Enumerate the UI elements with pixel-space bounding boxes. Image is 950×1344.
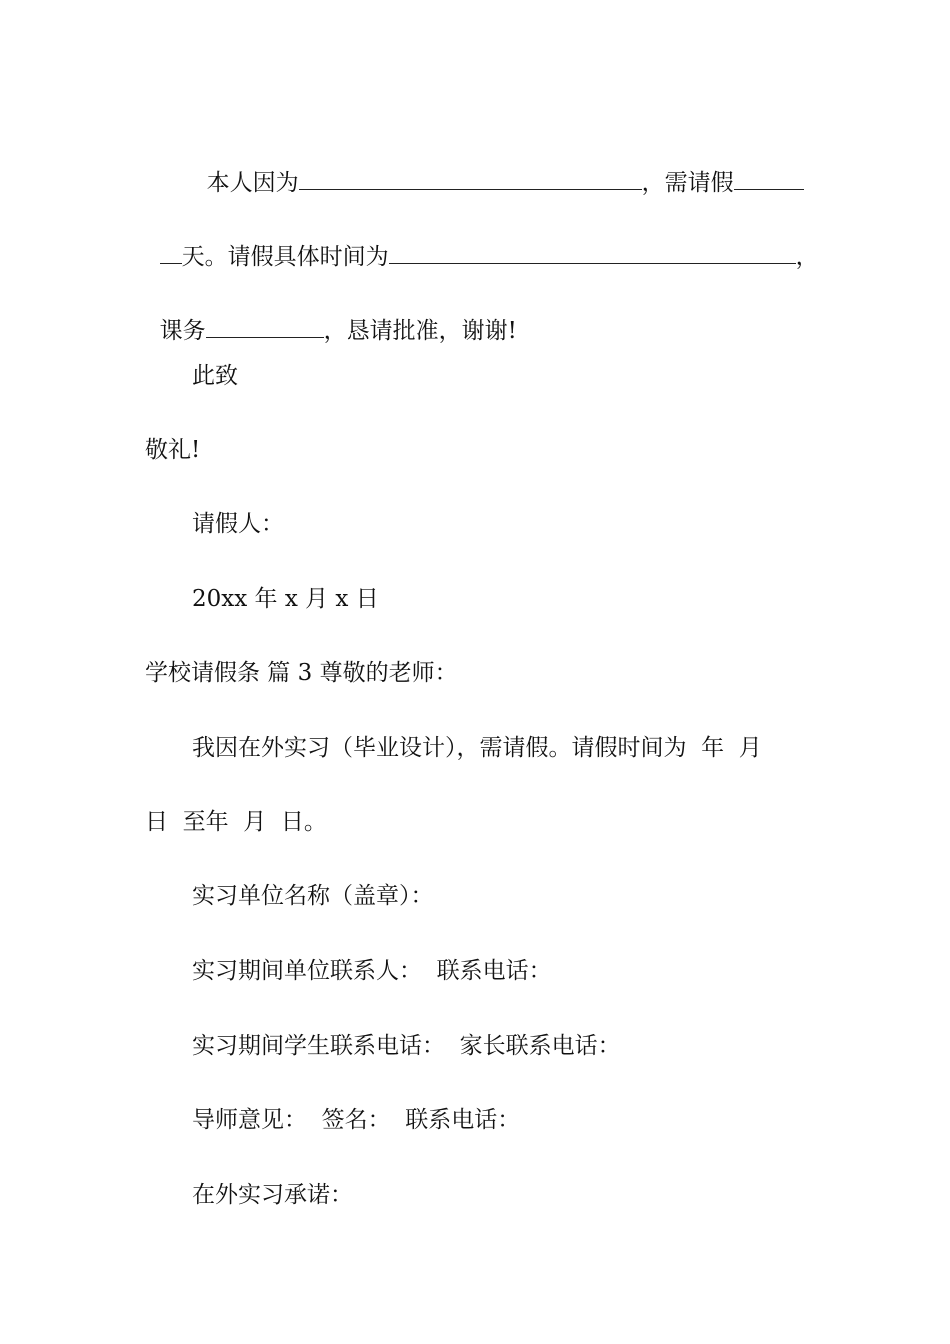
- reason-label: 本人因为: [206, 170, 299, 196]
- section-heading: 学校请假条 篇 3 尊敬的老师：: [145, 660, 458, 686]
- course-blank[interactable]: [206, 317, 324, 338]
- greeting-line-1: 此致: [192, 363, 238, 389]
- leave-period-line: [145, 212, 819, 270]
- internship-leave-line-1: 我因在外实习（毕业设计），需请假。请假时间为 年 月: [192, 735, 762, 761]
- student-contact-field: 实习期间学生联系电话： 家长联系电话：: [192, 1033, 621, 1059]
- leave-days-label: ，需请假: [641, 170, 734, 196]
- course-label: 课务: [159, 318, 206, 344]
- unit-name-field: 实习单位名称（盖章）：: [192, 883, 434, 909]
- leave-period-label: 天。请假具体时间为: [181, 244, 389, 270]
- advisor-opinion-field: 导师意见： 签名： 联系电话：: [192, 1107, 521, 1133]
- leave-days-blank-part1[interactable]: [734, 169, 804, 190]
- course-line: [145, 286, 517, 344]
- internship-promise-field: 在外实习承诺：: [192, 1182, 353, 1208]
- applicant-label: 请假人：: [192, 511, 284, 537]
- date-line: 20xx 年 x 月 x 日: [192, 586, 379, 612]
- request-approval-text: ，恳请批准，谢谢!: [323, 318, 517, 344]
- comma: ，: [795, 244, 819, 270]
- unit-contact-field: 实习期间单位联系人： 联系电话：: [192, 958, 552, 984]
- internship-leave-line-2: 日 至年 月 日。: [145, 809, 327, 835]
- reason-line: [192, 138, 804, 196]
- reason-blank[interactable]: [299, 169, 642, 190]
- leave-period-blank[interactable]: [389, 243, 796, 264]
- leave-days-blank-part2[interactable]: [160, 243, 182, 264]
- greeting-line-2: 敬礼!: [145, 437, 201, 463]
